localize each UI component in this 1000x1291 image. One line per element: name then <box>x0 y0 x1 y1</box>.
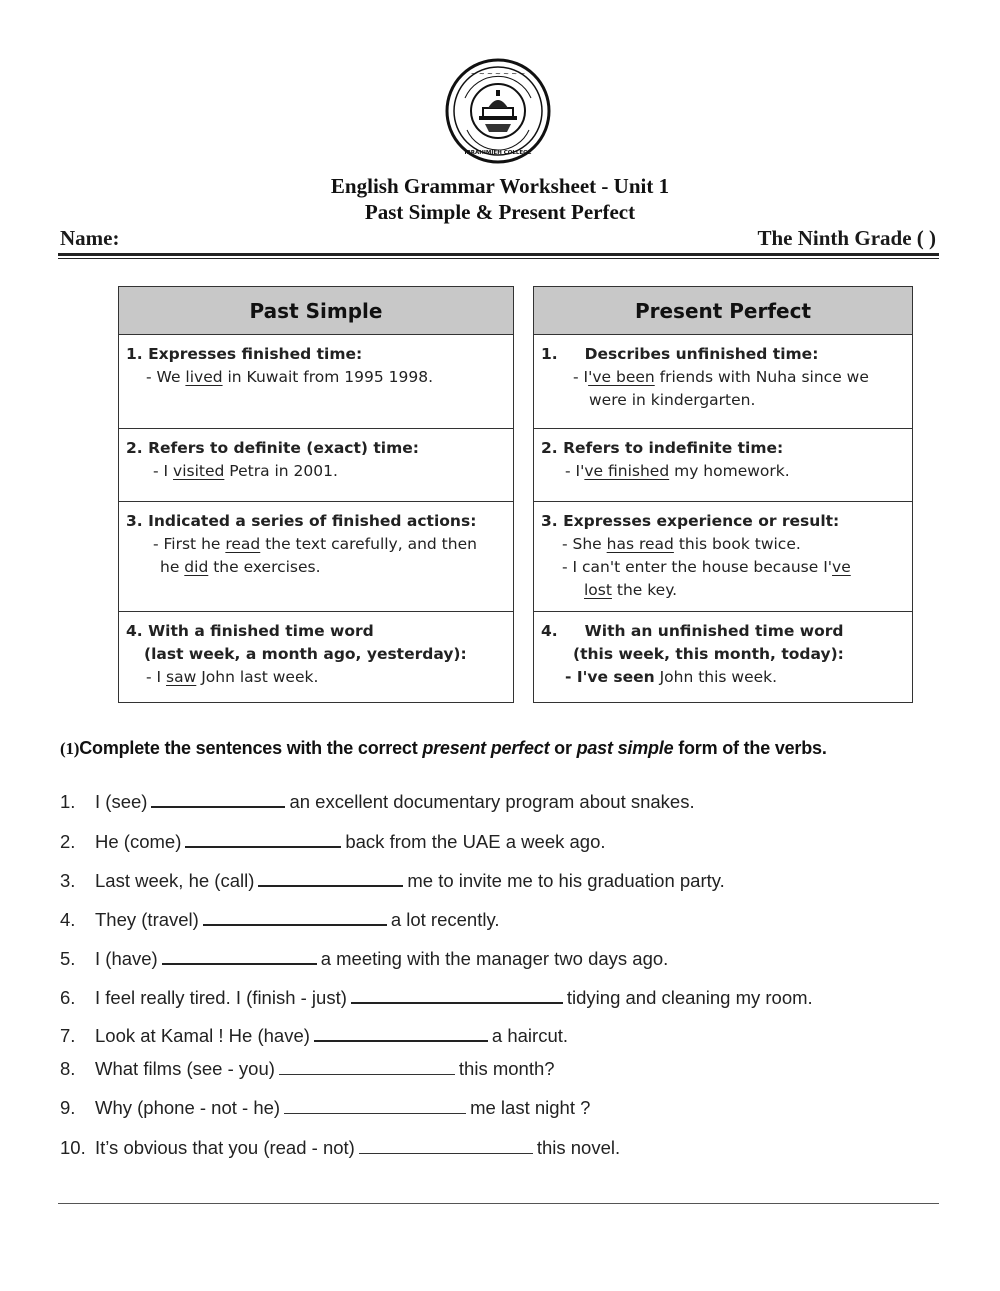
rule-heading: 1. Describes unfinished time: <box>541 345 819 363</box>
rule-heading: 4. With an unfinished time word <box>541 622 844 640</box>
answer-blank-4[interactable] <box>203 908 387 926</box>
header-rule-thin <box>58 258 939 259</box>
answer-blank-10[interactable] <box>359 1137 533 1154</box>
question-1: 1. I (see) an excellent documentary program about snakes. <box>60 791 695 812</box>
answer-blank-9[interactable] <box>284 1097 466 1114</box>
rule-heading: 2. Refers to indefinite time: <box>541 439 784 457</box>
college-seal-logo <box>445 58 551 164</box>
question-4: 4. They (travel) a lot recently. <box>60 909 500 930</box>
footer-rule <box>58 1203 939 1204</box>
svg-text:IBRAHIMIEH COLLEGE: IBRAHIMIEH COLLEGE <box>464 150 532 156</box>
worksheet-title: English Grammar Worksheet - Unit 1 <box>330 174 670 198</box>
rule-heading: 1. Expresses finished time: <box>126 345 363 363</box>
answer-blank-5[interactable] <box>162 947 317 965</box>
present-perfect-rule-3 <box>534 502 912 612</box>
rule-example: - I visited Petra in 2001. <box>153 462 338 480</box>
rule-example: - I saw John last week. <box>146 668 319 686</box>
past-simple-table <box>118 286 514 703</box>
present-perfect-rule-4 <box>534 612 912 702</box>
past-simple-rule-4 <box>119 612 513 702</box>
grade-label: The Ninth Grade ( ) <box>757 226 936 250</box>
question-8: 8. What films (see - you) this month? <box>60 1058 555 1079</box>
rule-example-2-cont: lost the key. <box>584 581 678 599</box>
answer-blank-1[interactable] <box>151 790 285 808</box>
rule-heading-cont: (last week, a month ago, yesterday): <box>144 645 467 663</box>
question-9: 9. Why (phone - not - he) me last night ? <box>60 1097 591 1118</box>
rule-example: - I've seen John this week. <box>565 668 778 686</box>
past-simple-rule-3 <box>119 502 513 612</box>
rule-heading: 4. With a finished time word <box>126 622 374 640</box>
answer-blank-7[interactable] <box>314 1024 488 1042</box>
rule-example: - I've finished my homework. <box>565 462 790 480</box>
answer-blank-3[interactable] <box>258 869 403 887</box>
rule-heading: 3. Expresses experience or result: <box>541 512 840 530</box>
rule-example-cont: were in kindergarten. <box>589 391 756 409</box>
present-perfect-rule-1 <box>534 335 912 429</box>
answer-blank-8[interactable] <box>279 1058 455 1075</box>
rule-heading: 2. Refers to definite (exact) time: <box>126 439 419 457</box>
svg-text:~ ~ ~ ~ ~ ~ ~: ~ ~ ~ ~ ~ ~ ~ <box>470 70 526 78</box>
past-simple-rule-1 <box>119 335 513 429</box>
question-2: 2. He (come) back from the UAE a week ago. <box>60 831 606 852</box>
rule-example: - We lived in Kuwait from 1995 1998. <box>146 368 434 386</box>
name-label: Name: <box>60 226 120 250</box>
rule-example-2: - I can't enter the house because I've <box>562 558 851 576</box>
rule-heading: 3. Indicated a series of finished actions: <box>126 512 477 530</box>
header-rule-thick <box>58 253 939 256</box>
past-simple-heading: Past Simple <box>119 287 513 335</box>
exercise-instructions: (1)Complete the sentences with the correct present perfect or past simple form of the verbs. <box>60 738 827 758</box>
question-6: 6. I feel really tired. I (finish - just) tidying and cleaning my room. <box>60 987 813 1008</box>
rule-heading-cont: (this week, this month, today): <box>573 645 844 663</box>
question-7: 7. Look at Kamal ! He (have) a haircut. <box>60 1025 569 1046</box>
rule-example: - First he read the text carefully, and then <box>153 535 477 553</box>
worksheet-subtitle: Past Simple & Present Perfect <box>364 200 636 224</box>
question-5: 5. I (have) a meeting with the manager two days ago. <box>60 948 669 969</box>
question-10: 10. It’s obvious that you (read - not) this novel. <box>60 1137 621 1158</box>
present-perfect-table <box>533 286 913 703</box>
answer-blank-2[interactable] <box>185 830 341 848</box>
question-3: 3. Last week, he (call) me to invite me to his graduation party. <box>60 870 725 891</box>
past-simple-rule-2 <box>119 429 513 502</box>
answer-blank-6[interactable] <box>351 986 563 1004</box>
rule-example: - I've been friends with Nuha since we <box>573 368 869 386</box>
rule-example: - She has read this book twice. <box>562 535 801 553</box>
rule-example-cont: he did the exercises. <box>160 558 321 576</box>
present-perfect-heading: Present Perfect <box>534 287 912 335</box>
present-perfect-rule-2 <box>534 429 912 502</box>
